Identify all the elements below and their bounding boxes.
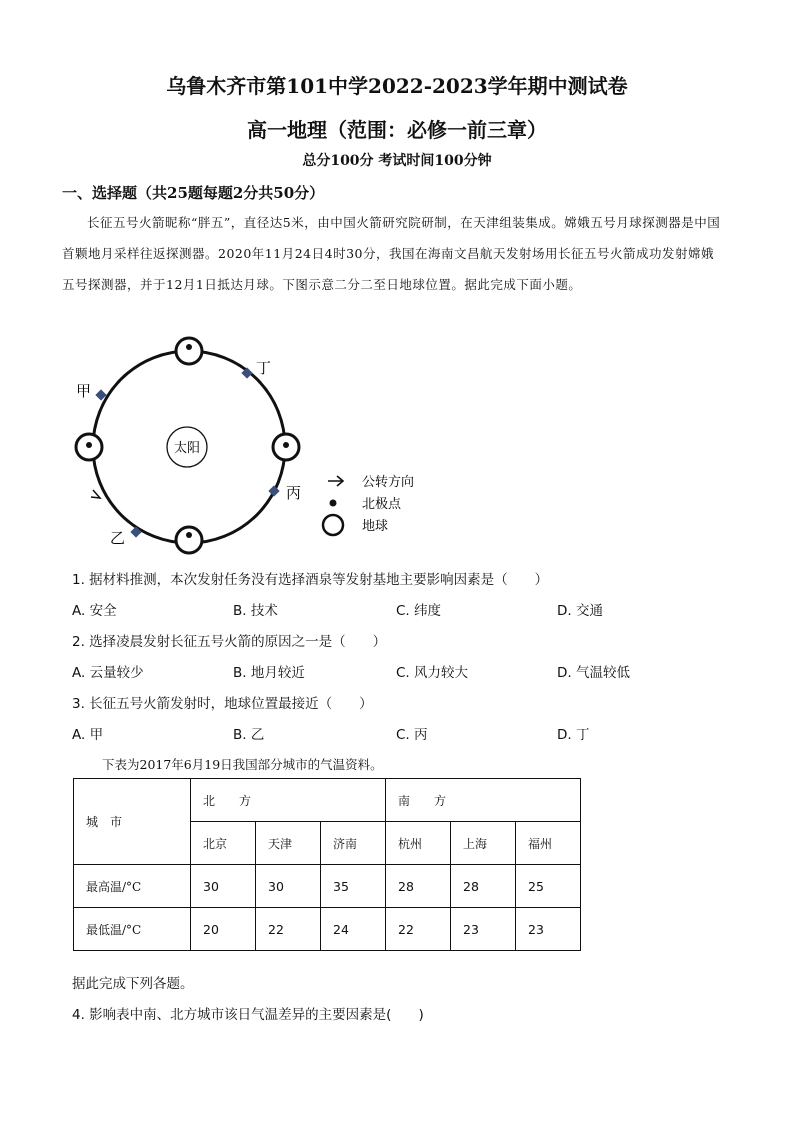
table-city: 上海	[451, 822, 516, 865]
legend-earth-icon	[323, 515, 343, 535]
legend	[323, 475, 414, 535]
exam-info: 总分100分 考试时间100分钟	[302, 153, 492, 169]
point-bing-label: 丙	[286, 484, 302, 502]
table-north-header: 北 方	[191, 779, 386, 822]
q1-option-d[interactable]: D. 交通	[557, 603, 603, 619]
table-city: 杭州	[386, 822, 451, 865]
temperature-table	[73, 778, 581, 951]
table-city: 天津	[256, 822, 321, 865]
earth-bottom	[176, 527, 202, 553]
q3-option-a[interactable]: A. 甲	[72, 727, 104, 743]
orbit-svg	[60, 330, 480, 560]
legend-revolution-label: 公转方向	[362, 475, 415, 490]
q3-option-b[interactable]: B. 乙	[233, 727, 265, 743]
row-label: 最高温/°C	[74, 865, 191, 908]
q1-option-b[interactable]: B. 技术	[233, 603, 278, 619]
table-cell: 25	[516, 865, 581, 908]
sun-label: 太阳	[173, 441, 201, 456]
q1-option-c[interactable]: C. 纬度	[396, 603, 442, 619]
row-label: 最低温/°C	[74, 908, 191, 951]
table-cell: 23	[516, 908, 581, 951]
legend-north-pole-label: 北极点	[362, 497, 402, 512]
table-cell: 28	[386, 865, 451, 908]
point-yi-label: 乙	[110, 529, 126, 547]
point-jia-label: 甲	[76, 382, 92, 400]
table-cell: 30	[256, 865, 321, 908]
after-table-text: 据此完成下列各题。	[72, 976, 194, 992]
table-row	[74, 908, 581, 951]
q2-option-b[interactable]: B. 地月较近	[233, 665, 305, 681]
exam-subtitle: 高一地理（范围：必修一前三章）	[247, 118, 547, 142]
question-2: 2. 选择凌晨发射长征五号火箭的原因之一是（ ）	[72, 634, 387, 650]
orbit-direction-arrow-icon	[91, 490, 100, 498]
table-south-header: 南 方	[386, 779, 581, 822]
table-city: 北京	[191, 822, 256, 865]
table-city: 福州	[516, 822, 581, 865]
q2-option-c[interactable]: C. 风力较大	[396, 665, 469, 681]
earth-left	[76, 434, 102, 460]
table-cell: 30	[191, 865, 256, 908]
legend-earth-label: 地球	[362, 519, 389, 534]
q3-option-c[interactable]: C. 丙	[396, 727, 428, 743]
legend-dot-icon	[330, 500, 337, 507]
q3-option-d[interactable]: D. 丁	[557, 727, 590, 743]
table-cell: 22	[386, 908, 451, 951]
question-3: 3. 长征五号火箭发射时，地球位置最接近（ ）	[72, 696, 373, 712]
table-cell: 24	[321, 908, 386, 951]
passage: 长征五号火箭昵称“胖五”，直径达5米，由中国火箭研究院研制，在天津组装集成。嫦娥五号月球探测器是中国首颗地月采样往返探测器。2020年11月24日4时30分，我国在海南文昌航天发射场用长征五号火箭成功发射嫦娥五号探测器，并于12月1日抵达月球。下图示意二分二至日地球位置。据此完成下面小题。	[62, 215, 721, 292]
q2-option-d[interactable]: D. 气温较低	[557, 665, 630, 681]
question-4: 4. 影响表中南、北方城市该日气温差异的主要因素是( )	[72, 1007, 424, 1023]
earth-top	[176, 338, 202, 364]
table-intro: 下表为2017年6月19日我国部分城市的气温资料。	[102, 757, 383, 772]
q2-option-a[interactable]: A. 云量较少	[72, 665, 144, 681]
exam-title: 乌鲁木齐市第101中学2022-2023学年期中测试卷	[166, 74, 628, 98]
table-corner: 城 市	[74, 779, 191, 865]
section-heading: 一、选择题（共25题每题2分共50分）	[62, 184, 325, 202]
table-cell: 23	[451, 908, 516, 951]
earth-right	[273, 434, 299, 460]
table-cell: 20	[191, 908, 256, 951]
table-city: 济南	[321, 822, 386, 865]
q1-option-a[interactable]: A. 安全	[72, 603, 117, 619]
legend-arrow-icon	[328, 476, 343, 486]
point-ding-label: 丁	[256, 359, 272, 377]
point-bing-marker	[268, 485, 279, 496]
table-cell: 22	[256, 908, 321, 951]
table-cell: 28	[451, 865, 516, 908]
table-cell: 35	[321, 865, 386, 908]
question-1: 1. 据材料推测，本次发射任务没有选择酒泉等发射基地主要影响因素是（ ）	[72, 572, 549, 588]
earth-orbit-diagram	[60, 330, 480, 564]
table-row	[74, 865, 581, 908]
